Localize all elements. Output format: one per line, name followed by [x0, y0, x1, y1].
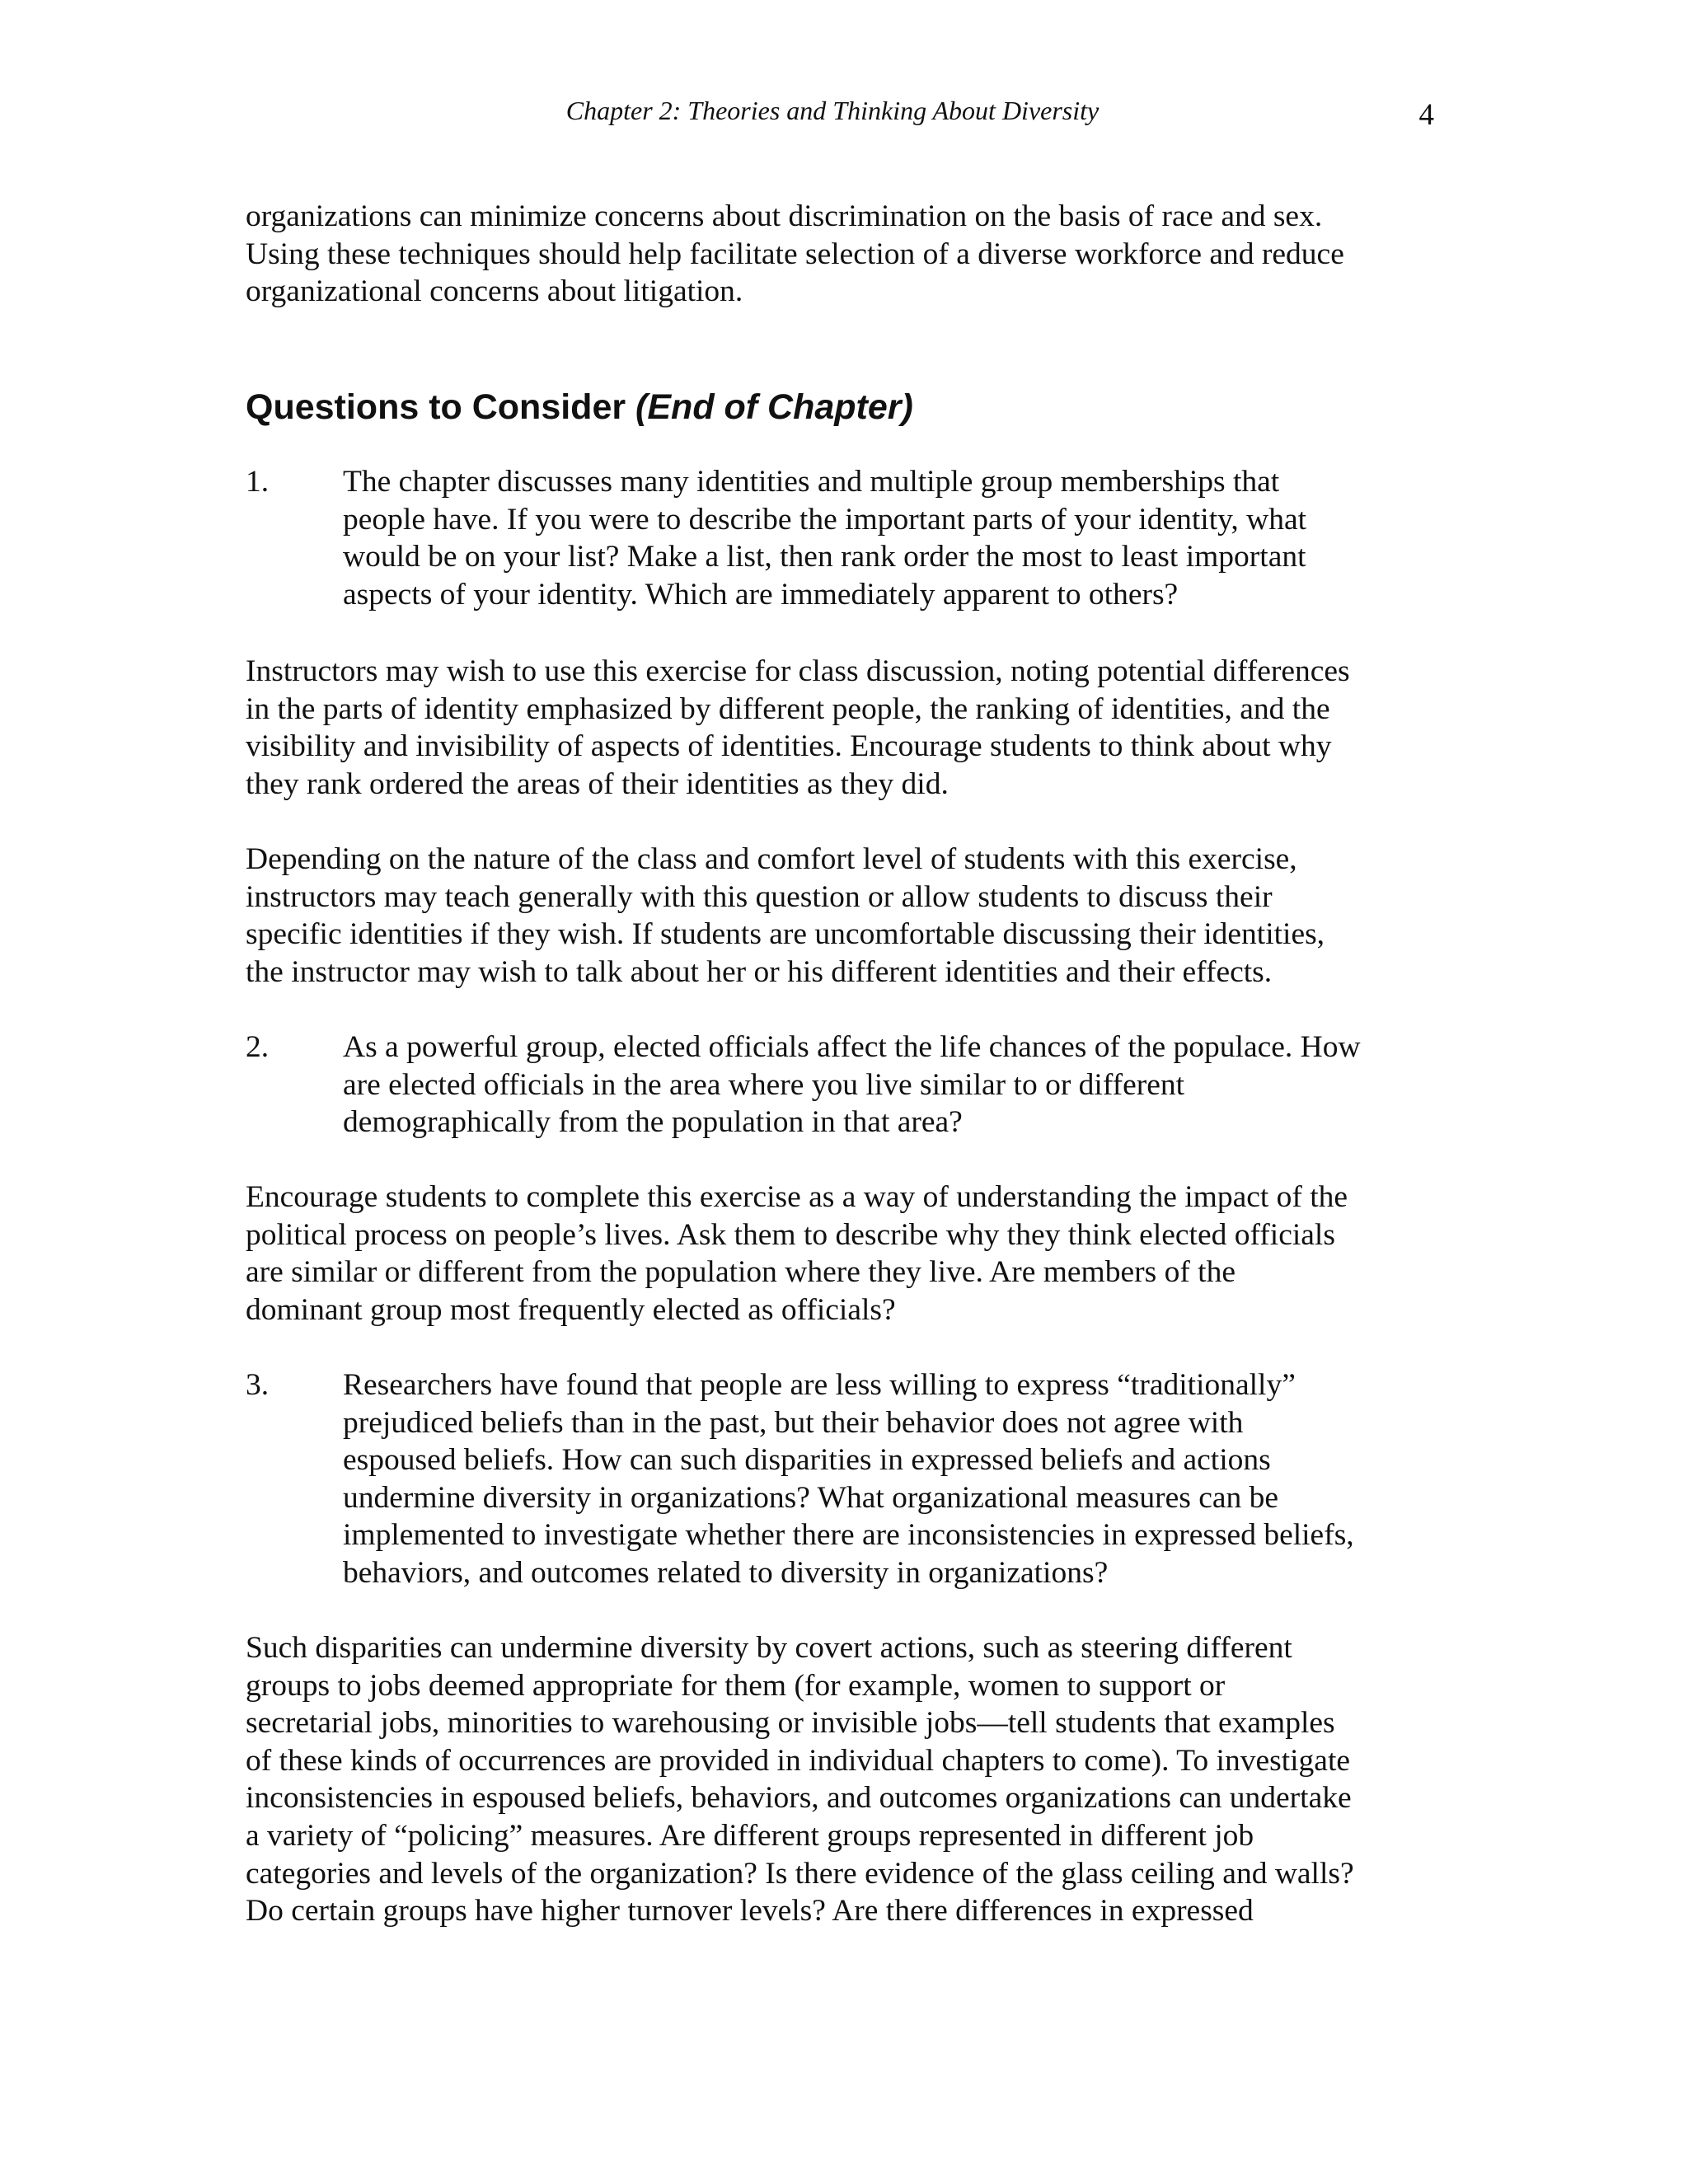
- text-line: Do certain groups have higher turnover levels? Are there differences in expressed: [246, 1894, 1254, 1929]
- text-line: As a powerful group, elected officials affect the life chances of the populace. How: [343, 1030, 1361, 1064]
- text-line: categories and levels of the organization? Is there evidence of the glass ceiling and walls?: [246, 1856, 1354, 1891]
- question-number: 2.: [246, 1030, 270, 1064]
- text-line: in the parts of identity emphasized by different people, the ranking of identities, and the: [246, 691, 1330, 726]
- text-line: dominant group most frequently elected as officials?: [246, 1292, 896, 1327]
- text-line: prejudiced beliefs than in the past, but their behavior does not agree with: [343, 1405, 1244, 1440]
- page-number: 4: [1418, 98, 1434, 132]
- question-3-text: [343, 1366, 1447, 1592]
- text-line: Using these techniques should help facilitate selection of a diverse workforce and reduce: [246, 237, 1344, 271]
- text-line: visibility and invisibility of aspects of identities. Encourage students to think about why: [246, 729, 1332, 764]
- text-line: aspects of your identity. Which are immediately apparent to others?: [343, 577, 1179, 612]
- text-line: behaviors, and outcomes related to diversity in organizations?: [343, 1555, 1109, 1590]
- question-1-text: [343, 463, 1447, 613]
- text-line: are elected officials in the area where you live similar to or different: [343, 1067, 1185, 1102]
- section-heading: [246, 382, 913, 432]
- answer-paragraph: [246, 1629, 1441, 1930]
- answer-paragraph: [246, 653, 1441, 803]
- text-line: instructors may teach generally with this question or allow students to discuss their: [246, 879, 1273, 914]
- text-line: organizational concerns about litigation.: [246, 274, 743, 309]
- text-line: specific identities if they wish. If students are uncomfortable discussing their identities,: [246, 917, 1325, 952]
- section-heading-emphasis: (End of Chapter): [635, 387, 913, 427]
- text-line: espoused beliefs. How can such disparities in expressed beliefs and actions: [343, 1443, 1271, 1478]
- question-2-text: [343, 1029, 1447, 1141]
- intro-paragraph: [246, 198, 1441, 311]
- text-line: Such disparities can undermine diversity by covert actions, such as steering different: [246, 1631, 1292, 1665]
- answer-paragraph: [246, 841, 1441, 991]
- text-line: groups to jobs deemed appropriate for them (for example, women to support or: [246, 1668, 1226, 1703]
- answer-paragraph: [246, 1179, 1441, 1329]
- running-header: Chapter 2: Theories and Thinking About Diversity: [565, 96, 1100, 125]
- question-number: 1.: [246, 465, 270, 499]
- text-line: the instructor may wish to talk about her or his different identities and their effects.: [246, 954, 1273, 989]
- text-line: implemented to investigate whether there are inconsistencies in expressed beliefs,: [343, 1518, 1354, 1553]
- text-line: of these kinds of occurrences are provided in individual chapters to come). To investigate: [246, 1743, 1351, 1778]
- text-line: organizations can minimize concerns about discrimination on the basis of race and sex.: [246, 199, 1323, 233]
- text-line: demographically from the population in that area?: [343, 1105, 963, 1140]
- text-line: Instructors may wish to use this exercise for class discussion, noting potential differences: [246, 654, 1350, 688]
- text-line: undermine diversity in organizations? What organizational measures can be: [343, 1480, 1279, 1515]
- text-line: would be on your list? Make a list, then rank order the most to least important: [343, 540, 1306, 574]
- text-line: people have. If you were to describe the important parts of your identity, what: [343, 502, 1307, 537]
- text-line: Depending on the nature of the class and comfort level of students with this exercise,: [246, 842, 1297, 876]
- text-line: The chapter discusses many identities and multiple group memberships that: [343, 465, 1280, 499]
- text-line: inconsistencies in espoused beliefs, behaviors, and outcomes organizations can undertake: [246, 1781, 1352, 1816]
- text-line: a variety of “policing” measures. Are different groups represented in different job: [246, 1818, 1254, 1853]
- section-heading-main: Questions to Consider: [246, 387, 636, 427]
- text-line: Encourage students to complete this exercise as a way of understanding the impact of the: [246, 1180, 1348, 1214]
- text-line: are similar or different from the population where they live. Are members of the: [246, 1255, 1236, 1290]
- text-line: political process on people’s lives. Ask them to describe why they think elected officials: [246, 1217, 1335, 1252]
- text-line: they rank ordered the areas of their identities as they did.: [246, 766, 949, 801]
- text-line: Researchers have found that people are less willing to express “traditionally”: [343, 1368, 1296, 1402]
- text-line: secretarial jobs, minorities to warehousing or invisible jobs—tell students that examples: [246, 1706, 1335, 1741]
- question-number: 3.: [246, 1368, 270, 1402]
